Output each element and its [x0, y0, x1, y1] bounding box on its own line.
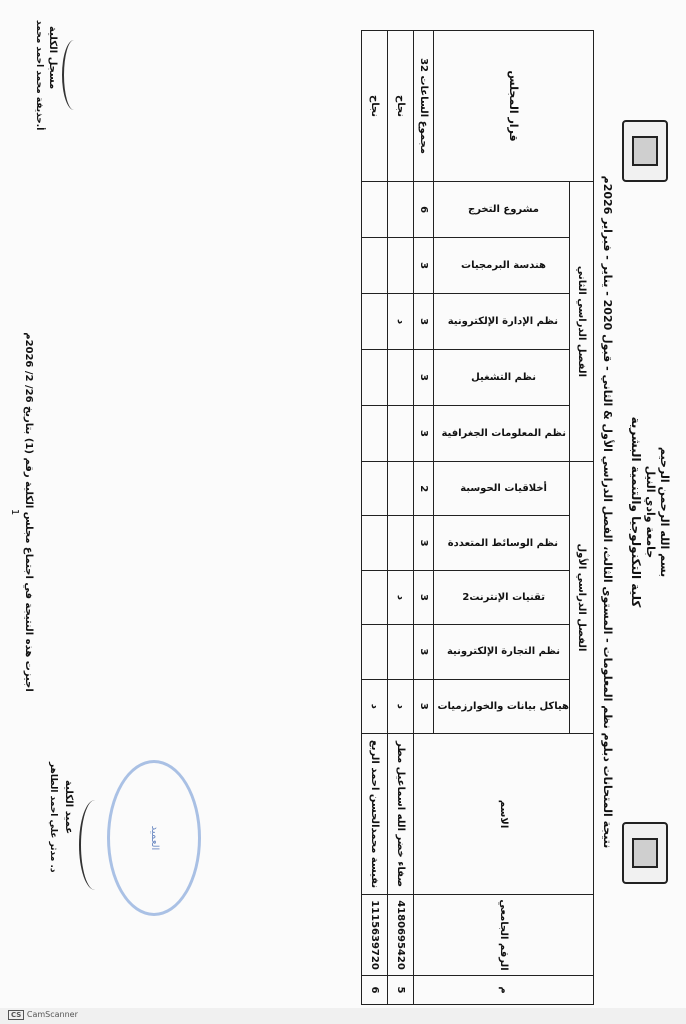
mark: د: [362, 679, 388, 733]
credit-hours: 6: [414, 182, 434, 238]
semester-two-header: الفصل الدراسي الثاني: [570, 182, 594, 462]
semester-one-header: الفصل الدراسي الأول: [570, 461, 594, 733]
dean-name: د. مدثر علي احمد الطاهر: [48, 762, 58, 873]
decision: نجاح: [388, 31, 414, 182]
student-index: 6: [362, 976, 388, 1005]
course-header: نظم التجارة الإلكترونية: [434, 625, 570, 679]
scanner-label: CS CamScanner: [8, 1010, 78, 1020]
credit-hours: 3: [414, 679, 434, 733]
student-reg: 1115639720: [362, 895, 388, 976]
credit-hours: 3: [414, 570, 434, 624]
mark: [388, 625, 414, 679]
decision: نجاح: [362, 31, 388, 182]
mark: [388, 406, 414, 462]
table-row: [388, 31, 414, 1005]
table-row: [362, 31, 388, 1005]
mark: د: [388, 679, 414, 733]
mark: [362, 406, 388, 462]
mark: [362, 516, 388, 570]
mark: د: [388, 570, 414, 624]
course-header: نظم التشغيل: [434, 350, 570, 406]
university-name: جامعة وادي النيل: [644, 465, 657, 559]
bismillah: بسم الله الرحمن الرحيم: [658, 446, 671, 578]
credit-hours: 3: [414, 516, 434, 570]
mark: [362, 238, 388, 294]
course-header: نظم المعلومات الجغرافية: [434, 406, 570, 462]
course-header: مشروع التخرج: [434, 182, 570, 238]
credit-hours: 2: [414, 461, 434, 515]
course-header: تقنيات الإنترنت2: [434, 570, 570, 624]
registrar-name: أ.حذيفة محمد احمد محمد: [34, 20, 44, 131]
results-table: [361, 30, 594, 1005]
student-name: صفاء خضر الله اسماعيل مطر: [388, 734, 414, 895]
dean-title: عميد الكلية: [63, 780, 74, 835]
mark: [362, 461, 388, 515]
registrar-title: مسجل الكلية: [47, 26, 58, 90]
credit-hours: 3: [414, 350, 434, 406]
course-header: هندسة البرمجيات: [434, 238, 570, 294]
approval-statement: اجيزت هذه النتيجة في اجتماع مجلس الكلية رقم (1) بتاريخ 26/ 2/ 2026م: [23, 332, 34, 692]
credit-hours: 3: [414, 406, 434, 462]
council-decision-header: قرار المجلس: [434, 31, 594, 182]
mark: [388, 461, 414, 515]
mark: [388, 350, 414, 406]
mark: د: [388, 294, 414, 350]
faculty-name: كلية التكنولوجيا والتنمية البشرية: [629, 416, 643, 608]
student-index: 5: [388, 976, 414, 1005]
document-title: نتيجة المتحانات دبلوم نظم المعلومات - المستوى الثالث، الفصل الدراسي الأول & الثاني - قبول 2020 - يناير - فبراير 2026م: [601, 175, 614, 849]
course-header: نظم الوسائط المتعددة: [434, 516, 570, 570]
mark: [362, 294, 388, 350]
col-name-header: الاسم: [414, 734, 594, 895]
mark: [388, 516, 414, 570]
registrar-signature-scribble: [62, 40, 86, 110]
mark: [388, 238, 414, 294]
mark: [362, 625, 388, 679]
mark: [362, 350, 388, 406]
credit-hours: 3: [414, 294, 434, 350]
col-index-header: م: [414, 976, 594, 1005]
credit-hours: 3: [414, 238, 434, 294]
page-number: 1: [9, 508, 20, 516]
course-header: هياكل بيانات والخوارزميات: [434, 679, 570, 733]
official-stamp: العميد: [107, 760, 201, 916]
course-header: نظم الإدارة الإلكترونية: [434, 294, 570, 350]
student-name: نفيسة محمدالحسن احمد الربع: [362, 734, 388, 895]
col-reg-header: الرقم الجامعي: [414, 895, 594, 976]
scanner-watermark: [0, 1008, 686, 1024]
total-hours-cell: مجموع الساعات 32: [414, 31, 434, 182]
credit-hours: 3: [414, 625, 434, 679]
mark: [362, 570, 388, 624]
course-header: أخلاقيات الحوسبة: [434, 461, 570, 515]
student-reg: 4180695420: [388, 895, 414, 976]
total-hours-value: 32: [418, 58, 430, 72]
mark: [362, 182, 388, 238]
mark: [388, 182, 414, 238]
dean-signature-scribble: [79, 800, 111, 890]
